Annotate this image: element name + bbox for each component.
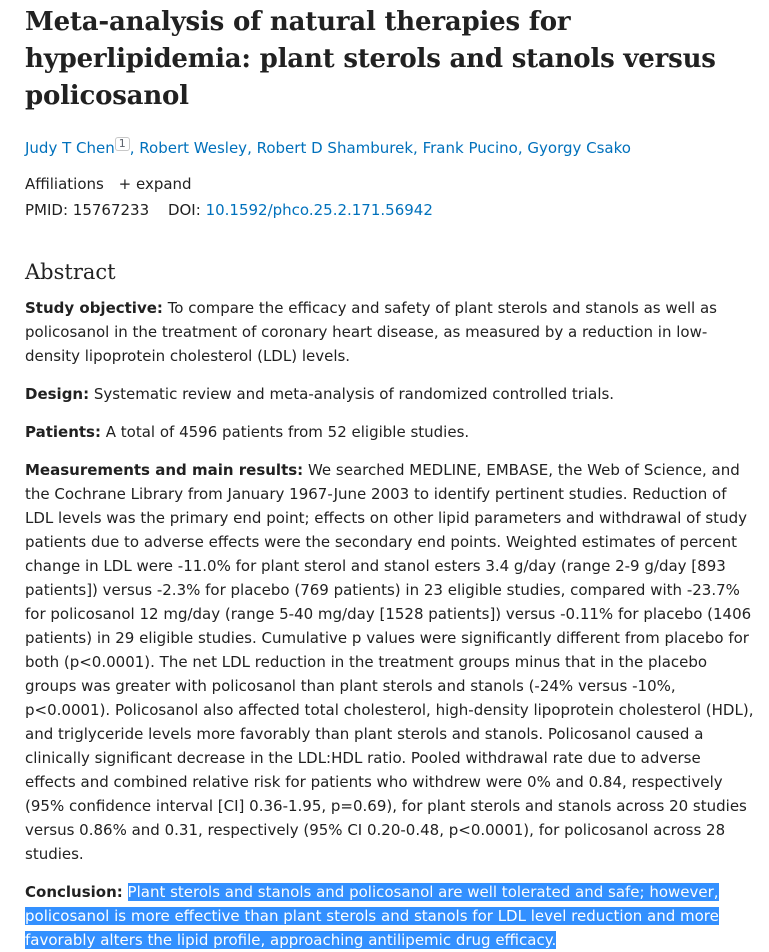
author-link[interactable]: Judy T Chen xyxy=(25,139,115,157)
doi-label: DOI: xyxy=(167,201,201,219)
pmid-label: PMID: xyxy=(25,201,69,219)
expand-affiliations-button[interactable] xyxy=(119,175,192,193)
author-link[interactable]: Robert Wesley xyxy=(139,139,248,157)
section-label: Conclusion: xyxy=(25,883,123,901)
pmid-value: 15767233 xyxy=(72,201,150,219)
abstract-heading: Abstract xyxy=(25,260,116,284)
identifiers-row xyxy=(25,200,755,220)
abstract-section-results xyxy=(25,458,755,866)
author-link[interactable]: Frank Pucino xyxy=(422,139,518,157)
section-label: Study objective: xyxy=(25,299,163,317)
section-text: We searched MEDLINE, EMBASE, the Web of Science, and the Cochrane Library from January 1967-June 2003 to identify pertinent studies. Reduction of LDL levels was the primary end point; effects on other lipid parameters and withdrawal of study patients due to adverse effects were the secondary end points. Weighted estimates of percent change in LDL were -11.0% for plant sterol and stanol esters 3.4 g/day (range 2-9 g/day [893 patients]) versus -2.3% for placebo (769 patients) in 23 eligible studies, compared with -23.7% for policosanol 12 mg/day (range 5-40 mg/day [1528 patients]) versus -0.11% for placebo (1406 patients) in 29 eligible studies. Cumulative p values were significantly different from placebo for both (p<0.0001). The net LDL reduction in the treatment groups minus that in the placebo groups was greater with policosanol than plant sterols and stanols (-24% versus -10%, p<0.0001). Policosanol also affected total cholesterol, high-density lipoprotein cholesterol (HDL), and triglyceride levels more favorably than plant sterols and stanols. Policosanol caused a clinically significant decrease in the LDL:HDL ratio. Pooled withdrawal rate due to adverse effects and combined relative risk for patients who withdrew were 0% and 0.84, respectively (95% confidence interval [CI] 0.36-1.95, p=0.69), for plant sterols and stanols across 20 studies versus 0.86% and 0.31, respectively (95% CI 0.20-0.48, p<0.0001), for policosanol across 28 studies. xyxy=(25,461,754,863)
article-title: Meta-analysis of natural therapies for hyperlipidemia: plant sterols and stanols versus policosanol xyxy=(25,7,716,111)
abstract-body xyxy=(25,296,755,952)
expand-label: expand xyxy=(135,175,192,193)
doi-link[interactable]: 10.1592/phco.25.2.171.56942 xyxy=(205,201,433,219)
section-label: Design: xyxy=(25,385,90,403)
abstract-section-patients xyxy=(25,420,755,444)
affiliation-number-link[interactable]: 1 xyxy=(115,137,130,151)
article-container xyxy=(25,0,755,952)
section-text: Systematic review and meta-analysis of randomized controlled trials. xyxy=(93,385,615,403)
section-label: Patients: xyxy=(25,423,101,441)
author-link[interactable]: Robert D Shamburek xyxy=(256,139,414,157)
selected-conclusion-text[interactable]: Plant sterols and stanols and policosanol are well tolerated and safe; however, policosanol is more effective than plant sterols and stanols for LDL level reduction and more favorably alters the lipid profile, approaching antilipemic drug efficacy. xyxy=(25,883,719,949)
plus-icon: + xyxy=(118,175,132,193)
affiliations-row xyxy=(25,174,755,194)
author-link[interactable]: Gyorgy Csako xyxy=(527,139,631,157)
abstract-section-design xyxy=(25,382,755,406)
author-list: Judy T Chen $^1$ , Robert Wesley, Robert D Shamburek, Frank Pucino, Gyorgy Csako xyxy=(25,137,631,157)
section-text: A total of 4596 patients from 52 eligible studies. xyxy=(105,423,470,441)
section-label: Measurements and main results: xyxy=(25,461,304,479)
abstract-section-objective xyxy=(25,296,755,368)
abstract-section-conclusion xyxy=(25,880,755,952)
affiliations-label: Affiliations xyxy=(25,175,104,193)
section-text: To compare the efficacy and safety of plant sterols and stanols as well as policosanol in the treatment of coronary heart disease, as measured by a reduction in low-density lipoprotein cholesterol (LDL) levels. xyxy=(25,299,717,365)
